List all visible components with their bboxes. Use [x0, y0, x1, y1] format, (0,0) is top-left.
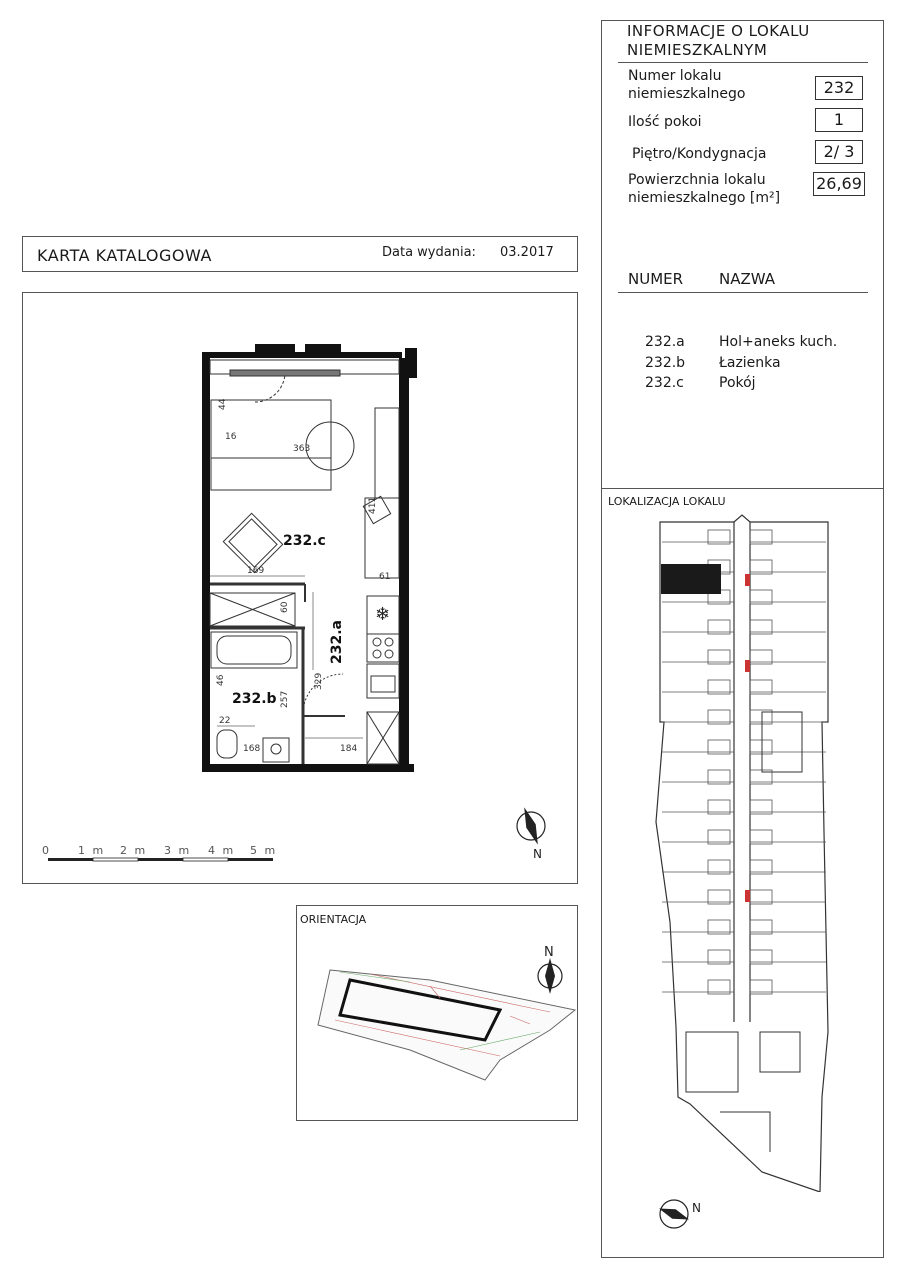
location-title: LOKALIZACJA LOKALU	[608, 495, 726, 508]
date-label: Data wydania:	[382, 245, 476, 260]
info-row-number-label2: niemieszkalnego	[628, 86, 746, 102]
location-highlight	[661, 564, 721, 594]
dim-169: 169	[247, 566, 265, 576]
info-rooms-value: 1	[815, 108, 863, 132]
scale-3: 3 m	[164, 844, 192, 857]
room-label-c: 232.c	[283, 533, 326, 549]
rooms-col-name: NAZWA	[719, 270, 776, 288]
rooms-header-divider	[618, 292, 868, 293]
info-area-value: 26,69	[813, 172, 865, 196]
scale-1: 1 m	[78, 844, 106, 857]
dim-61: 61	[379, 572, 391, 582]
info-row-area-label1: Powierzchnia lokalu	[628, 172, 766, 188]
info-title-line1: INFORMACJE O LOKALU	[627, 22, 810, 40]
rooms-col-number: NUMER	[628, 270, 684, 288]
scale-5: 5 m	[250, 844, 278, 857]
info-title-line2: NIEMIESZKALNYM	[627, 41, 768, 59]
dim-363: 363	[293, 444, 311, 454]
dim-168: 168	[243, 744, 261, 754]
info-row-floor-label: Piętro/Kondygnacja	[632, 146, 767, 162]
orientation-title: ORIENTACJA	[300, 913, 367, 926]
svg-text:❄: ❄	[375, 604, 391, 625]
dim-257: 257	[280, 690, 290, 708]
room-number-b: 232.b	[645, 355, 686, 371]
date-value: 03.2017	[500, 245, 554, 260]
room-label-b: 232.b	[232, 691, 277, 707]
dim-60: 60	[280, 601, 290, 613]
room-name-a: Hol+aneks kuch.	[719, 334, 838, 350]
info-floor-value: 2/ 3	[815, 140, 863, 164]
scale-bar	[38, 840, 288, 870]
dim-46: 46	[216, 674, 226, 686]
scale-0: 0	[42, 844, 51, 857]
location-compass-n: N	[692, 1201, 701, 1215]
info-title-divider	[618, 62, 868, 63]
floor-plan	[195, 338, 420, 778]
dim-411: 411	[368, 496, 378, 514]
info-row-area-label2: niemieszkalnego [m²]	[628, 190, 781, 206]
room-number-a: 232.a	[645, 334, 685, 350]
location-divider	[601, 488, 884, 489]
scale-2: 2 m	[120, 844, 148, 857]
info-row-rooms-label: Ilość pokoi	[628, 114, 702, 130]
dim-329: 329	[314, 672, 324, 690]
plan-compass	[505, 800, 561, 860]
dim-22: 22	[219, 716, 231, 726]
info-number-value: 232	[815, 76, 863, 100]
orientation-compass	[528, 944, 572, 1000]
dim-16: 16	[225, 432, 237, 442]
location-map	[650, 512, 838, 1192]
dim-184: 184	[340, 744, 358, 754]
room-name-c: Pokój	[719, 375, 756, 391]
dim-44: 44	[218, 398, 228, 410]
scale-4: 4 m	[208, 844, 236, 857]
room-name-b: Łazienka	[719, 355, 781, 371]
info-row-number-label1: Numer lokalu	[628, 68, 722, 84]
room-label-a: 232.a	[329, 620, 345, 664]
catalog-title: KARTA KATALOGOWA	[37, 246, 212, 265]
location-compass	[652, 1190, 708, 1240]
plan-compass-n: N	[533, 847, 542, 860]
room-number-c: 232.c	[645, 375, 684, 391]
orientation-compass-n: N	[544, 945, 554, 960]
